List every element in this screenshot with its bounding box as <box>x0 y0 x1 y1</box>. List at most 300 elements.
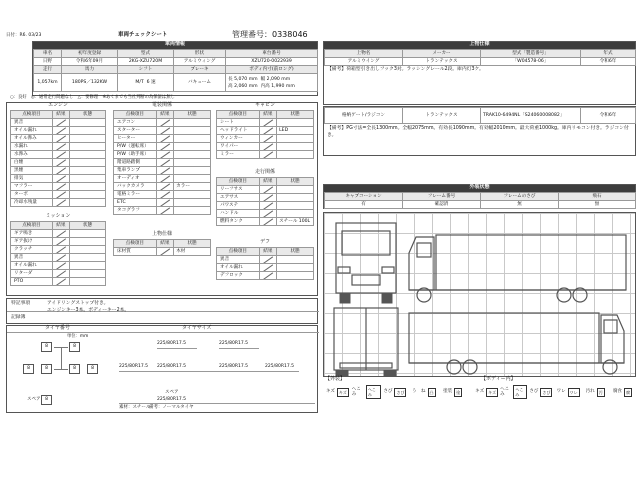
vehicle-name-value: 日野 <box>34 58 62 66</box>
power-label: 馬力 <box>62 66 118 74</box>
appearance-table <box>324 192 636 209</box>
body-dims-value <box>226 74 318 92</box>
loading-col-header: 状態 <box>174 240 211 248</box>
electrical-item-state <box>174 167 211 175</box>
rear-axle-line <box>54 369 68 370</box>
cabin-item-label: ウィンカー <box>217 135 260 143</box>
engine-result-mark <box>52 151 69 159</box>
size-underline-1 <box>157 348 197 349</box>
electrical-item-state <box>174 159 211 167</box>
frame-rust-value: 無 <box>481 201 559 209</box>
electrical-row <box>114 191 211 199</box>
engine-result-mark <box>52 199 69 207</box>
upper-note <box>324 66 635 74</box>
mission-item-label: オイル漏れ <box>11 262 53 270</box>
tire-size-front-left: 225/80R17.5 <box>157 341 186 346</box>
electrical-row <box>114 151 211 159</box>
power-value: 180PS／132KW <box>62 74 118 92</box>
engine-item-label: 白煙 <box>11 159 53 167</box>
spare-size-underline <box>119 403 315 404</box>
engine-result-mark <box>52 119 69 127</box>
mission-title: ミッション <box>45 213 71 219</box>
inner-height-value: 1,990 <box>271 83 285 89</box>
gate-model-value: TRAK10-6494NL「S24060008082」 <box>481 108 581 124</box>
electrical-item-label: スターター <box>114 127 157 135</box>
electrical-row <box>114 159 211 167</box>
engine-item-label: 冷却水残量 <box>11 199 53 207</box>
first-registration-value: 令和6年09月 <box>62 58 118 66</box>
exterior-legend-item <box>323 384 352 400</box>
engine-result-mark <box>52 191 69 199</box>
electrical-result-mark <box>156 127 173 135</box>
electrical-row <box>114 119 211 127</box>
electrical-result-mark <box>156 199 173 207</box>
upper-spec-table <box>324 49 636 66</box>
running-item-label: 燃料タンク <box>217 218 260 226</box>
engine-result-mark <box>52 183 69 191</box>
electrical-item-label: 電格ミラー <box>114 191 157 199</box>
truck-left-side-view-icon <box>409 235 626 302</box>
spare-tire-label: スペア <box>27 397 41 402</box>
upper-year-value: 令和6年 <box>581 58 636 66</box>
electrical-result-mark <box>156 207 173 215</box>
width-label: 幅 <box>260 76 266 82</box>
electrical-item-state <box>174 143 211 151</box>
cabin-result-mark <box>259 127 276 135</box>
gate-name-value: 格納ゲート/ラジコン <box>325 108 403 124</box>
engine-title: エンジン <box>48 102 68 108</box>
gate-note <box>324 124 635 140</box>
mission-row <box>11 262 106 270</box>
engine-table <box>10 110 106 207</box>
cabin-table <box>216 110 314 159</box>
gate-note-label: 【備考】 <box>327 126 347 131</box>
cabin-result-mark <box>259 143 276 151</box>
electrical-item-label: オーディオ <box>114 175 157 183</box>
cabin-col-header: 点検項目 <box>217 111 260 119</box>
exterior-legend-label: へこみ <box>351 386 361 397</box>
running-row <box>217 186 314 194</box>
engine-item-label: 水滲み <box>11 151 53 159</box>
exterior-label: 【外装】 <box>325 376 346 382</box>
mission-row <box>11 246 106 254</box>
running-section <box>216 170 314 226</box>
engine-item-label: オイル滲み <box>11 135 53 143</box>
size-underline-3 <box>119 371 299 372</box>
vehicle-info-header: 車両情報 <box>33 42 317 49</box>
diff-row <box>217 264 314 272</box>
mission-section <box>10 214 106 286</box>
loading-result-mark <box>156 248 173 256</box>
remarks-box <box>6 298 318 324</box>
engine-row <box>11 159 106 167</box>
exterior-legend-item <box>438 384 467 400</box>
mission-col-header: 点検項目 <box>11 222 53 230</box>
electrical-item-state <box>174 199 211 207</box>
mission-col-header: 結果 <box>52 222 69 230</box>
cabin-item-label: シート <box>217 119 260 127</box>
mission-row <box>11 238 106 246</box>
shift-unit: 速 <box>151 79 156 85</box>
diff-col-header: 状態 <box>277 248 314 256</box>
tire-size-rear-right-outer: 225/80R17.5 <box>265 364 294 369</box>
vehicle-name-label: 車名 <box>34 50 62 58</box>
cabin-row <box>217 127 314 135</box>
mission-item-label: リターダ <box>11 270 53 278</box>
truck-front-view-icon <box>336 223 396 303</box>
cabin-item-label: ワイパー <box>217 143 260 151</box>
cabin-row <box>217 135 314 143</box>
electrical-row <box>114 143 211 151</box>
upper-spec-box <box>323 41 636 105</box>
engine-item-state <box>69 175 105 183</box>
tire-size-rear-left-outer: 225/80R17.5 <box>119 364 148 369</box>
running-item-state: スチール 100L <box>277 218 314 226</box>
vehicle-info-box <box>32 41 318 96</box>
engine-row <box>11 135 106 143</box>
mission-result-mark <box>52 230 69 238</box>
cab-caution-label: キャブコーション <box>325 193 403 201</box>
gate-note-text: PG寸法=全長1300mm。全幅2075mm。有効長1090mm。有効幅2010mm。最大荷重1000kg。庫内リモコン付き。ラジコン付き。 <box>327 126 629 138</box>
tire-size-rear-right-inner: 225/80R17.5 <box>219 364 248 369</box>
running-item-state <box>277 202 314 210</box>
engine-item-state <box>69 199 105 207</box>
electrical-title: 電装関係 <box>151 102 172 108</box>
cabin-result-mark <box>259 119 276 127</box>
upper-model-value: 「W04578-06」 <box>481 58 581 66</box>
upper-model-label: 型式「製造番号」 <box>481 50 581 58</box>
gate-maker-value: トランテックス <box>403 108 481 124</box>
body-legend-mark: へこみ <box>513 385 527 399</box>
loading-row <box>114 248 211 256</box>
cabin-item-label: ミラー <box>217 151 260 159</box>
loading-section <box>113 232 211 256</box>
body-legend-label: さび <box>529 389 539 395</box>
body-legend-item <box>582 384 609 400</box>
diff-item-label: 異音 <box>217 256 260 264</box>
tire-box-front-left: 8 <box>41 342 52 352</box>
electrical-row <box>114 199 211 207</box>
shape-label: 形状 <box>174 50 226 58</box>
mission-item-label: ギア鳴き <box>11 230 53 238</box>
stone-chip-value: 無 <box>559 201 636 209</box>
body-legend-label: ワレ <box>556 389 566 395</box>
diff-result-mark <box>259 256 276 264</box>
electrical-item-state <box>174 127 211 135</box>
engine-row <box>11 199 106 207</box>
mission-col-header: 状態 <box>69 222 105 230</box>
engine-item-state <box>69 151 105 159</box>
cabin-col-header: 状態 <box>277 111 314 119</box>
engine-item-state <box>69 119 105 127</box>
engine-item-label: ターボ <box>11 191 53 199</box>
body-legend-item <box>500 384 527 400</box>
electrical-table <box>113 110 211 215</box>
engine-item-state <box>69 143 105 151</box>
shift-label: シフト <box>118 66 174 74</box>
mission-table <box>10 221 106 286</box>
body-legend-mark: ワレ <box>569 389 578 395</box>
engine-result-mark <box>52 135 69 143</box>
gate-year-value: 令和6年 <box>581 108 636 124</box>
brake-label: ブレーキ <box>174 66 226 74</box>
electrical-result-mark <box>156 159 173 167</box>
mission-item-state <box>69 254 105 262</box>
body-label: 【ボディー内】 <box>481 376 516 382</box>
electrical-item-state <box>174 135 211 143</box>
upper-maker-value: トランテックス <box>403 58 481 66</box>
engine-result-mark <box>52 127 69 135</box>
electrical-row <box>114 175 211 183</box>
tire-title-divider <box>7 332 319 333</box>
electrical-col-header: 点検項目 <box>114 111 157 119</box>
mission-item-state <box>69 262 105 270</box>
electrical-item-state <box>174 191 211 199</box>
electrical-result-mark <box>156 119 173 127</box>
exterior-legend-item <box>381 384 410 400</box>
special-notes-label: 特記事項 <box>11 301 31 306</box>
upper-maker-label: メーカー <box>403 50 481 58</box>
exterior-legend-mark: 塗 <box>456 389 461 395</box>
mission-item-state <box>69 278 105 286</box>
diff-table <box>216 247 314 280</box>
loading-col-header: 結果 <box>156 240 173 248</box>
engine-row <box>11 175 106 183</box>
engine-item-label: 黒煙 <box>11 167 53 175</box>
body-legend-mark: さび <box>542 389 551 395</box>
gate-spec-box <box>323 106 636 156</box>
appearance-box <box>323 184 636 209</box>
electrical-result-mark <box>156 175 173 183</box>
mission-result-mark <box>52 246 69 254</box>
document-title: 車両チェックシート <box>118 32 168 38</box>
cabin-item-state <box>277 135 314 143</box>
tire-box-front-right: 8 <box>69 342 80 352</box>
electrical-item-label: エアコン <box>114 119 157 127</box>
engine-item-state <box>69 127 105 135</box>
tire-material <box>119 405 150 410</box>
legend-text: ○：良好 ◎：通常走行問題なし △：要修理 ※あくまでも当社判断の為保証は無し <box>10 95 175 100</box>
electrical-col-header: 状態 <box>174 111 211 119</box>
truck-outline-svg <box>324 213 637 378</box>
shape-value: アルミウィング <box>174 58 226 66</box>
exterior-legend-mark: へこみ <box>366 385 381 399</box>
cabin-item-state: LED <box>277 127 314 135</box>
running-item-state <box>277 210 314 218</box>
engine-row <box>11 119 106 127</box>
exterior-legend-item <box>352 384 381 400</box>
engine-result-mark <box>52 143 69 151</box>
running-item-label: エアサス <box>217 194 260 202</box>
running-row <box>217 218 314 226</box>
electrical-result-mark <box>156 183 173 191</box>
running-item-state <box>277 194 314 202</box>
cabin-item-state <box>277 151 314 159</box>
body-legend-item <box>555 384 582 400</box>
exterior-legend-label: う ね <box>412 389 426 395</box>
diff-item-state <box>277 264 314 272</box>
engine-result-mark <box>52 159 69 167</box>
spare-tire-box: 8 <box>41 395 52 405</box>
cabin-result-mark <box>259 135 276 143</box>
special-notes-text: アイドリングストップ付き。 <box>47 301 109 306</box>
inspection-date: 日付：R6. 03/23 <box>6 33 42 38</box>
body-legend-item <box>609 384 636 400</box>
running-row <box>217 194 314 202</box>
height-value: 2,060 <box>234 83 248 89</box>
electrical-result-mark <box>156 143 173 151</box>
running-result-mark <box>259 194 276 202</box>
size-underline-2 <box>219 348 259 349</box>
exterior-legend-mark: 凸 <box>429 389 434 395</box>
electrical-row <box>114 167 211 175</box>
management-number-label: 管理番号： <box>232 30 272 39</box>
engine-row <box>11 151 106 159</box>
cabin-row <box>217 151 314 159</box>
exterior-legend-label: キズ <box>325 389 335 395</box>
electrical-item-label: 階道路踏側 <box>114 159 157 167</box>
brake-value: バキューム <box>174 74 226 92</box>
loading-col-header: 点検項目 <box>114 240 157 248</box>
diff-item-label: デフロック <box>217 272 260 280</box>
upper-note-label: 【備考】 <box>327 67 347 72</box>
running-result-mark <box>259 218 276 226</box>
tire-box-rear-right-inner: 8 <box>69 364 80 374</box>
electrical-result-mark <box>156 151 173 159</box>
truck-diagram <box>323 212 636 377</box>
upper-name-value: アルミウイング <box>325 58 403 66</box>
cabin-item-state <box>277 143 314 151</box>
body-legend-item <box>527 384 554 400</box>
cabin-result-mark <box>259 151 276 159</box>
diff-item-state <box>277 256 314 264</box>
engine-col-header: 点検項目 <box>11 111 53 119</box>
running-col-header: 結果 <box>259 178 276 186</box>
mission-result-mark <box>52 262 69 270</box>
diff-col-header: 点検項目 <box>217 248 260 256</box>
frame-number-value: 確認済 <box>403 201 481 209</box>
frame-rust-label: フレームのさび <box>481 193 559 201</box>
tire-box-rear-right-outer: 8 <box>87 364 98 374</box>
tire-size-rear-left-inner: 225/80R17.5 <box>157 364 186 369</box>
electrical-item-state: カラー <box>174 183 211 191</box>
engine-item-label: 排気 <box>11 175 53 183</box>
engine-item-label: 異音 <box>11 119 53 127</box>
engine-row <box>11 127 106 135</box>
mission-item-label: 異音 <box>11 254 53 262</box>
running-item-label: ハンドル <box>217 210 260 218</box>
appearance-header: 外装状態 <box>324 185 635 192</box>
running-result-mark <box>259 186 276 194</box>
first-registration-label: 初年度登録 <box>62 50 118 58</box>
running-row <box>217 202 314 210</box>
electrical-row <box>114 183 211 191</box>
spare-size-label: スペア <box>165 390 179 395</box>
engine-item-label: オイル漏れ <box>11 127 53 135</box>
engine-item-state <box>69 135 105 143</box>
mission-row <box>11 278 106 286</box>
cabin-row <box>217 119 314 127</box>
engine-col-header: 結果 <box>52 111 69 119</box>
electrical-item-label: ヒーター <box>114 135 157 143</box>
tire-size-title: タイヤサイズ <box>182 325 212 331</box>
running-item-label: パワステ <box>217 202 260 210</box>
diff-item-label: オイル漏れ <box>217 264 260 272</box>
length-label: 長 <box>228 76 233 82</box>
diff-row <box>217 272 314 280</box>
width-value: 2,090 <box>266 76 280 82</box>
exterior-legend-item <box>409 384 438 400</box>
electrical-item-state <box>174 119 211 127</box>
gate-spec-table <box>324 107 636 124</box>
tire-note-label: 備考： <box>149 405 163 410</box>
electrical-item-state <box>174 207 211 215</box>
mission-result-mark <box>52 270 69 278</box>
engine-item-label: マフラー <box>11 183 53 191</box>
mission-result-mark <box>52 278 69 286</box>
mission-item-state <box>69 238 105 246</box>
electrical-result-mark <box>156 191 173 199</box>
body-legend-label: キズ <box>475 389 485 395</box>
engine-item-state <box>69 191 105 199</box>
cabin-item-label: ヘッドライト <box>217 127 260 135</box>
shift-value <box>118 74 174 92</box>
diff-result-mark <box>259 264 276 272</box>
mission-row <box>11 270 106 278</box>
running-row <box>217 210 314 218</box>
inner-height-unit: mm <box>285 83 295 89</box>
upper-year-label: 年式 <box>581 50 636 58</box>
electrical-row <box>114 207 211 215</box>
upper-note-text: 荷箱型引き出しフック3対。ラッシングレール2段。庫内灯3ケ。 <box>346 67 484 72</box>
truck-right-side-view-icon <box>409 313 624 374</box>
electrical-section <box>113 103 211 215</box>
running-result-mark <box>259 202 276 210</box>
body-legend <box>473 384 636 400</box>
upper-spec-header: 上物仕様 <box>324 42 635 49</box>
body-legend-mark: 汚 <box>598 389 603 395</box>
electrical-item-state <box>174 151 211 159</box>
loading-table <box>113 239 211 256</box>
running-item-state <box>277 186 314 194</box>
mission-item-state <box>69 230 105 238</box>
mileage-value: 1,057km <box>34 74 62 92</box>
tire-area <box>6 325 318 413</box>
upper-name-label: 上物名 <box>325 50 403 58</box>
electrical-item-label: バックカメラ <box>114 183 157 191</box>
body-legend-mark: キズ <box>488 389 496 395</box>
body-legend-label: へこみ <box>500 386 510 397</box>
cab-caution-value: 有 <box>325 201 403 209</box>
height-unit: mm <box>248 83 258 89</box>
chassis-number-label: 車台番号 <box>226 50 318 58</box>
electrical-row <box>114 135 211 143</box>
cabin-section <box>216 103 314 159</box>
body-legend-item <box>473 384 500 400</box>
shift-speed: 6 <box>146 79 150 85</box>
engine-col-header: 状態 <box>69 111 105 119</box>
record-text: エンジンキー3本。ボディーキー2本。 <box>47 308 130 313</box>
loading-item-state: 木材 <box>174 248 211 256</box>
tire-size-front-right: 225/80R17.5 <box>219 341 248 346</box>
loading-item-label: 床材質 <box>114 248 157 256</box>
electrical-item-label: P/W（運転席） <box>114 143 157 151</box>
tire-note <box>149 405 194 410</box>
electrical-col-header: 結果 <box>156 111 173 119</box>
loading-title: 上物仕様 <box>151 231 172 237</box>
model-label: 型式 <box>118 50 174 58</box>
electrical-item-label: 集車ランプ <box>114 167 157 175</box>
